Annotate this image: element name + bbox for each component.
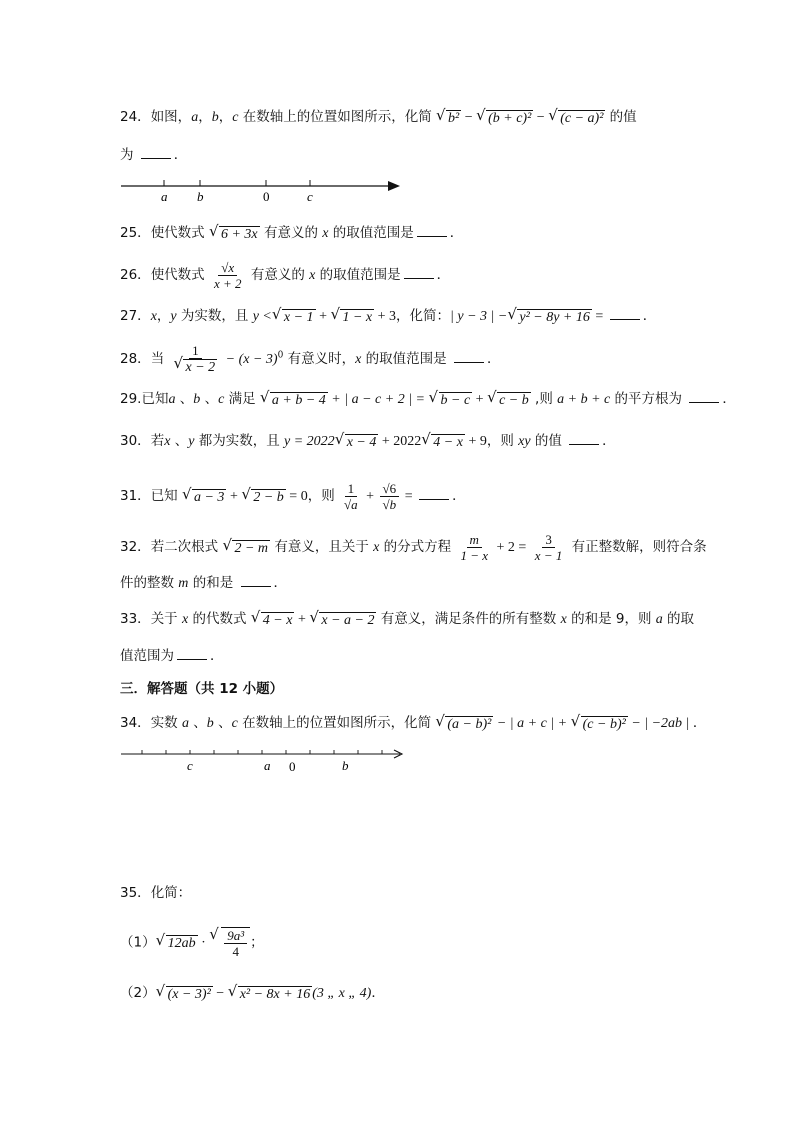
q32-line2b: 的和是 [188,575,238,591]
q27-rad2-text: 1 − x [342,309,373,325]
q27-text2: ，化简： [396,308,451,324]
q34-label-a: a [264,758,271,773]
question-35 [120,883,191,903]
q30-dun: 、 [170,433,189,449]
question-27 [120,305,656,327]
question-25 [120,222,463,244]
q34-var-b: b [206,716,214,731]
q28-mid: 有意义时， [283,351,356,367]
q27-ineq: y < [252,309,272,324]
q24-minus2: − [533,110,549,125]
q24-radical-2 [477,108,533,128]
q35-p2-radical-1 [157,984,213,1004]
q34-label-0: 0 [289,759,296,774]
q34-number-line [118,744,418,774]
q31-radical-2 [242,487,285,507]
q35-p2-minus: − [212,986,228,1001]
q35-p2-label: （2） [120,985,156,1001]
q35-p1-radical-1 [157,933,198,953]
q33-rad2-text: x − a − 2 [321,612,375,628]
q24-suffix: 的值 [605,109,637,125]
q24-var-c: c [232,110,239,125]
q35-p2-radical-2 [229,984,313,1004]
q29-dun1: 、 [175,391,194,407]
q29-mid: 满足 [224,391,260,407]
q30-prefix: 若 [150,433,165,449]
q24-rad1-text: b² [448,110,460,126]
q35-p1-radical-2 [210,927,250,959]
q24-var-a: a [191,110,199,125]
q32-prefix: 若二次根式 [150,539,223,555]
q27-abs: | y − 3 | − [450,309,508,324]
question-28 [120,343,500,376]
q24-axis-arrow [388,181,400,191]
q34-dun2: 、 [213,715,232,731]
q25-end: ． [449,225,464,241]
q29-rad2-text: b − c [440,392,471,408]
q29-end: ． [722,391,736,407]
q29-text: ,则 [530,391,558,407]
q27-rad1-text: x − 1 [283,309,314,325]
q26-var: x [309,268,316,283]
q25-suffix: 的取值范围是 [328,225,414,241]
q24-rad3-text: (c − a)² [560,110,604,126]
q31-eq0: = 0 [285,489,308,504]
q35-p1-den: 4 [232,944,239,959]
q31-rad2-text: 2 − b [253,489,284,505]
q27-var-y: y [170,309,177,324]
q26-suffix: 的取值范围是 [315,267,401,283]
q27-rad3-text: y² − 8y + 16 [519,309,590,325]
q24-radical-3 [549,108,605,128]
q29-dun2: 、 [200,391,219,407]
q28-answer-blank[interactable] [454,348,484,363]
q32-f2-den: x − 1 [534,548,563,563]
question-26 [120,260,450,291]
q30-var-y: y [188,434,195,449]
q30-mid: 都为实数，且 [194,433,285,449]
q24-number: 24． [120,109,151,125]
q30-answer-blank[interactable] [569,430,599,445]
q29-plus: + [472,392,488,407]
q31-f1-num: 1 [345,481,358,497]
q26-mid: 有意义的 [246,267,310,283]
q24-mid: 在数轴上的位置如图所示，化简 [238,109,436,125]
q24-line2-text: 为 [120,147,138,163]
q26-frac-den: x + 2 [213,276,242,291]
q32-f1-den: 1 − x [460,548,488,563]
q24-rad2-text: (b + c)² [488,110,532,126]
q28-frac-num: 1 [189,343,202,359]
q32-f1-num: m [467,532,482,548]
q34-radical-1 [436,714,493,734]
q33-var: x [181,612,189,627]
q27-plus3: + 3 [374,309,397,324]
q35-p1-end: ； [250,934,264,951]
q35-p1-num: √ 9a³ [224,928,247,944]
q28-rest: − (x − 3) [222,352,278,367]
q33-mid: 的代数式 [188,611,251,627]
q28-suffix: 的取值范围是 [361,351,451,367]
q29-var-a: a [168,392,176,407]
q29-var-c: c [218,392,225,407]
q33-line2: 值范围为 [120,648,174,664]
q35-p2-rad2-text: x² − 8x + 16 [239,986,311,1002]
q30-end: ． [602,433,616,449]
q31-fraction-2 [380,481,400,512]
q24-minus1: − [461,110,477,125]
q31-end: ． [452,488,466,504]
q28-den-rad-text: x − 2 [185,360,216,375]
q31-number: 31． [120,488,151,504]
q35-p1-dot: · [197,935,210,951]
q24-end: ． [173,147,188,163]
q30-plus9: + 9 [464,434,487,449]
q27-sep: ， [156,308,171,324]
q35-p2-rad1-text: (x − 3)² [167,986,211,1002]
q35-p2-cond: (3 „ x „ 4) [312,986,372,1001]
q30-expr1: y = 2022 [284,434,335,449]
q30-radical-2 [422,432,465,452]
q26-end: ． [436,267,451,283]
question-24-line2 [120,144,187,165]
q31-f1-den: √a [344,497,358,512]
q32-f2-num: 3 [542,532,555,548]
q35-p1-rad1-text: 12ab [167,936,196,951]
q26-answer-blank[interactable] [404,264,434,279]
q30-rad2-text: 4 − x [433,434,463,450]
q35-prefix: 化简： [150,885,192,901]
q31-prefix: 已知 [150,488,182,504]
q24-radical-1 [437,108,461,128]
q26-prefix: 使代数式 [150,267,209,283]
q27-radical-2 [331,307,374,327]
q33-radical-2 [310,610,376,630]
q34-end: ． [692,715,707,731]
q29-radical-3 [488,390,531,410]
q33-suffix: 的取 [662,611,695,627]
q32-line2a: 件的整数 [120,575,179,591]
q32-fraction-2 [532,532,566,563]
q24-prefix: 如图， [150,109,192,125]
q34-label-b: b [342,758,349,773]
q32-number: 32． [120,539,151,555]
q26-frac-num: √x [218,260,237,276]
q33-var2: x [560,612,567,627]
q27-var-x: x [150,309,157,324]
q24-sep1: ， [198,109,212,125]
question-32 [120,532,707,563]
q32-rad-text: 2 − m [234,540,269,556]
q27-answer-blank[interactable] [610,305,640,320]
q31-f2-den: √b [382,497,397,512]
q34-var-c: c [231,716,238,731]
q30-suffix: 的值 [530,433,567,449]
q33-mid3: 的和是 9，则 [566,611,656,627]
q27-eq: = [591,309,607,324]
q24-label-b: b [197,189,204,204]
q33-end: ． [210,648,224,664]
q34-rad1-text: (a − b)² [447,716,492,732]
question-32-line2 [120,572,287,594]
q28-fraction [170,343,220,376]
q32-plus2: + 2 = [493,540,530,555]
q32-mid2: 的分式方程 [379,539,456,555]
q29-var-b: b [193,392,201,407]
q34-label-c: c [187,758,193,773]
q35-number: 35． [120,885,151,901]
q34-var-a: a [181,716,189,731]
q31-plus2: + [362,489,378,504]
q35-p1-fraction [224,928,247,959]
q28-number: 28． [120,351,151,367]
q34-mid: 在数轴上的位置如图所示，化简 [237,715,436,731]
q30-xy: xy [518,434,531,449]
q29-prefix: 已知 [141,391,169,407]
q28-end: ． [486,351,501,367]
q29-radical-2 [430,390,473,410]
q34-abs1: − | a + c | + [493,716,571,731]
q25-var: x [322,226,329,241]
q33-prefix: 关于 [150,611,182,627]
q29-rad1-text: a + b − 4 [271,392,326,408]
q25-number: 25． [120,225,151,241]
q31-answer-blank[interactable] [419,485,449,500]
q35-p1-label: （1） [120,934,156,951]
q33-radical-1 [252,610,295,630]
question-24 [120,107,637,128]
q25-radical [210,224,260,244]
q28-den-radical [174,359,217,376]
section-heading: 三．解答题（共 12 小题） [120,681,284,697]
q29-number: 29. [120,391,142,407]
question-33-line2 [120,645,224,666]
question-30 [120,430,616,452]
q30-text: ，则 [486,433,519,449]
q25-answer-blank[interactable] [417,222,447,237]
q28-var: x [355,352,362,367]
question-35-part2 [120,983,385,1004]
q30-rad1-text: x − 4 [346,434,377,450]
q34-dun1: 、 [188,715,207,731]
q24-label-a: a [161,189,168,204]
q29-suffix: 的平方根为 [610,391,687,407]
q31-f2-num: √6 [380,481,400,497]
q27-number: 27． [120,308,151,324]
q31-rad1-text: a − 3 [193,489,225,505]
q32-answer-blank[interactable] [241,572,271,587]
q24-answer-blank[interactable] [141,144,171,159]
q34-number: 34． [120,715,151,731]
q31-plus: + [226,489,242,504]
q34-rad2-text: (c − b)² [582,716,626,732]
q31-eq: = [401,489,417,504]
q24-number-line [118,176,408,206]
q24-sep2: ， [218,109,233,125]
q25-mid: 有意义的 [259,225,323,241]
q28-exponent: 0 [277,350,284,361]
q30-var-x: x [164,434,171,449]
q29-abs: + | a − c + 2 | = [327,392,429,407]
q28-prefix: 当 [150,351,169,367]
q32-var-m: m [178,576,189,591]
q27-text1: 为实数，且 [176,308,253,324]
q25-prefix: 使代数式 [150,225,209,241]
q34-tick-marks [142,750,382,754]
q30-radical-1 [336,432,379,452]
q24-label-c: c [307,189,313,204]
q29-expr: a + b + c [557,392,611,407]
q32-end: ． [273,575,288,591]
q32-var: x [373,540,380,555]
q27-plus: + [315,309,331,324]
q27-end: ． [642,308,657,324]
question-35-part1 [120,927,264,959]
q26-fraction [211,260,245,291]
q33-answer-blank[interactable] [177,645,207,660]
q27-radical-3 [508,307,592,327]
q32-suffix: 有正整数解，则符合条 [567,539,707,555]
question-33 [120,609,694,630]
q35-p1-rad2-body [221,927,250,959]
q31-mid: ，则 [307,488,339,504]
q33-number: 33． [120,611,151,627]
question-34 [120,713,706,734]
question-29 [120,388,736,410]
q32-mid: 有意义，且关于 [270,539,374,555]
q27-radical-1 [273,307,316,327]
q33-var-a: a [655,612,663,627]
q24-label-0: 0 [263,189,270,204]
q26-number: 26． [120,267,151,283]
q24-var-b: b [211,110,219,125]
q34-prefix: 实数 [150,715,182,731]
q32-fraction-1 [457,532,491,563]
q34-radical-2 [572,714,628,734]
question-31 [120,481,466,512]
q30-number: 30． [120,433,151,449]
q34-abs2: − | −2ab | [627,716,693,731]
q29-answer-blank[interactable] [689,388,719,403]
q32-radical [223,538,270,558]
q31-fraction-1 [341,481,361,512]
q33-plus: + [294,612,310,627]
q33-rad1-text: 4 − x [262,612,293,628]
q31-radical-1 [183,487,226,507]
q25-rad-text: 6 + 3x [220,226,258,242]
q29-rad3-text: c − b [499,392,529,408]
q29-radical-1 [261,390,328,410]
q35-p2-end: ． [371,985,385,1001]
q30-plus: + 2022 [378,434,422,449]
q33-mid2: 有意义，满足条件的所有整数 [376,611,561,627]
